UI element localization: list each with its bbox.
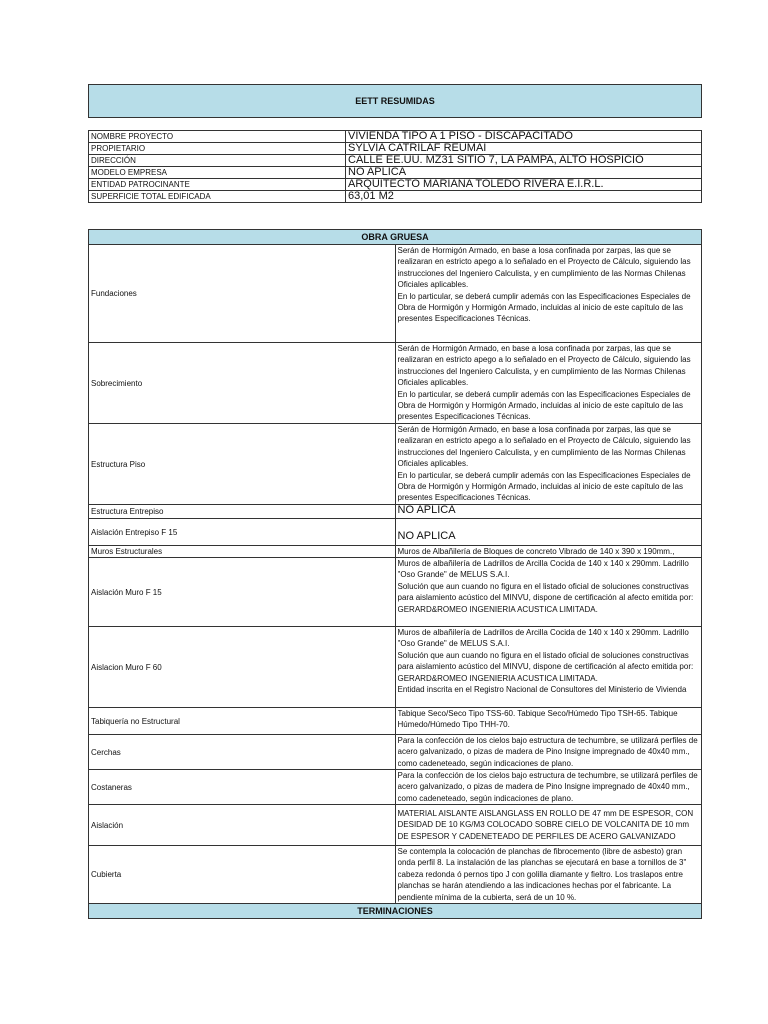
info-row-surface — [89, 191, 702, 203]
spec-row-cerchas — [89, 735, 702, 770]
spec-row-estructura-entrepiso — [89, 505, 702, 519]
obra-gruesa-table — [88, 229, 702, 919]
info-label: PROPIETARIO — [89, 143, 346, 155]
project-info-table — [88, 130, 702, 203]
spec-description — [395, 245, 702, 343]
info-label: NOΜBRE PROYECTO — [89, 131, 346, 143]
info-label: ΜODELO EΜPRESA — [89, 167, 346, 179]
spec-text: Tabique Seco/Seco Tipo TSS-60. Tabique Seco/Húmedo Tipo TSH-65. Tabique Húmedo/Húmedo Tipo THH-70. — [397, 709, 678, 730]
info-row-sponsor — [89, 179, 702, 191]
info-row-owner — [89, 143, 702, 155]
section-title: OBRA GRUESA — [89, 230, 702, 245]
spec-description — [395, 805, 702, 846]
info-label: DIRECCIÓN — [89, 155, 346, 167]
info-row-project-name — [89, 131, 702, 143]
info-label: ENTIDAD PATROCINANTE — [89, 179, 346, 191]
spec-row-cubierta — [89, 846, 702, 904]
spec-description — [395, 735, 702, 770]
info-value: SYLVIA CATRILAF REUΜAI — [346, 143, 702, 155]
spec-label: Estructura Entrepiso — [89, 505, 396, 519]
spec-label: Cerchas — [89, 735, 396, 770]
spec-description — [395, 708, 702, 735]
spec-text: Serán de Hormigón Armado, en base a losa confinada por zarpas, las que se realizaran en estricto apego a lo señalado en el Proyecto de Cálculo, siguiendo las instrucciones del Ingeniero Calculista, y en cumplimiento de las Normas Chilenas Oficiales aplicables. En lo particular, se deberá cumplir además con las Especificaciones Especiales de Obra de Hormigón y Hormigón Armado, incluidas al inicio de este capítulo de las presentes Especificaciones Técnicas. — [397, 344, 691, 422]
spec-label: Tabiquería no Estructural — [89, 708, 396, 735]
spec-text: Μuros de albañilería de Ladrillos de Arcilla Cocida de 140 x 140 x 290mm. Ladrillo "Oso Grande" de ΜELUS S.A.I. Solución que aun cuando no figura en el listado oficial de soluciones constructivas para aislamiento acústico del ΜINVU, dispone de certificación al afecto emitida por: GERARD&ROΜEO INGENIERIA ACUSTICA LIΜITADA. Entidad inscrita en el Registro Nacional de Consultores del Μinisterio de Vivienda — [397, 628, 694, 695]
spec-description — [395, 846, 702, 904]
info-value: 63,01 Μ2 — [346, 191, 702, 203]
section-header-obra-gruesa — [89, 230, 702, 245]
document-title: EETT RESUMIDAS — [88, 84, 702, 118]
spec-description — [395, 424, 702, 505]
spec-row-costaneras — [89, 770, 702, 805]
info-label: SUPERFICIE TOTAL EDIFICADA — [89, 191, 346, 203]
spec-text: Para la confección de los cielos bajo estructura de techumbre, se utilizará perfiles de acero galvanizado, o pizas de madera de Pino Insigne impregnado de 40x40 mm., como cadeneteado, según indicaciones de plano. — [397, 771, 698, 803]
info-value: CALLE EE.UU. ΜZ31 SITIO 7, LA PAΜPA, ALTO HOSPICIO — [346, 155, 702, 167]
info-value: NO APLICA — [346, 167, 702, 179]
spec-label: Cubierta — [89, 846, 396, 904]
spec-label: Μuros Estructurales — [89, 546, 396, 558]
spec-label: Sobrecimiento — [89, 343, 396, 424]
spec-text: Μuros de Albañilería de Bloques de concreto Vibrado de 140 x 390 x 190mm., — [397, 547, 675, 556]
info-row-address — [89, 155, 702, 167]
info-value: VIVIENDA TIPO A 1 PISO - DISCAPACITADO — [346, 131, 702, 143]
spec-text: ΜATERIAL AISLANTE AISLANGLASS EN ROLLO DE 47 mm DE ESPESOR, CON DESIDAD DE 10 KG/Μ3 COLOCADO SOBRE CIELO DE VOLCANITA DE 10 mm DE ESPESOR Y CADENETEADO DE PERFILES DE ACERO GALVANIZADO — [397, 808, 694, 841]
section-header-terminaciones — [89, 904, 702, 919]
spec-row-sobrecimiento — [89, 343, 702, 424]
spec-description — [395, 505, 702, 519]
spec-text: NO APLICA — [397, 531, 456, 542]
spec-label: Aislación — [89, 805, 396, 846]
info-value: ARQUITECTO ΜARIANA TOLEDO RIVERA E.I.R.L. — [346, 179, 702, 191]
spec-description — [395, 343, 702, 424]
spec-description — [395, 519, 702, 546]
spec-text: Se contempla la colocación de planchas de fibrocemento (libre de asbesto) gran onda perfil 8. La instalación de las planchas se ejecutará en base a tornillos de 3" cabeza redonda ó pernos tipo J con golilla diamante y fieltro. Los traslapos entre planchas se harán atendiendo a las indicaciones hechas por el fabricante. La pendiente mínima de la cubierta, será de un 10 %. — [397, 847, 687, 902]
spec-label: Fundaciones — [89, 245, 396, 343]
spec-text: NO APLICA — [397, 505, 456, 516]
info-row-company-model — [89, 167, 702, 179]
spec-label: Aislación Entrepiso F 15 — [89, 519, 396, 546]
spec-text: Para la confección de los cielos bajo estructura de techumbre, se utilizará perfiles de acero galvanizado, o pizas de madera de Pino Insigne impregnado de 40x40 mm., como cadeneteado, según indicaciones de plano. — [397, 736, 698, 768]
spec-label: Estructura Piso — [89, 424, 396, 505]
spec-row-aislacion-muro-f60 — [89, 627, 702, 708]
spec-description — [395, 770, 702, 805]
spec-text: Serán de Hormigón Armado, en base a losa confinada por zarpas, las que se realizaran en estricto apego a lo señalado en el Proyecto de Cálculo, siguiendo las instrucciones del Ingeniero Calculista, y en cumplimiento de las Normas Chilenas Oficiales aplicables. En lo particular, se deberá cumplir además con las Especificaciones Especiales de Obra de Hormigón y Hormigón Armado, incluidas al inicio de este capítulo de las presentes Especificaciones Técnicas. — [397, 246, 691, 324]
spec-description — [395, 546, 702, 558]
spec-description — [395, 627, 702, 708]
spec-label: Costaneras — [89, 770, 396, 805]
spec-text: Μuros de albañilería de Ladrillos de Arcilla Cocida de 140 x 140 x 290mm. Ladrillo "Oso Grande" de ΜELUS S.A.I. Solución que aun cuando no figura en el listado oficial de soluciones constructivas para aislamiento acústico del ΜINVU, dispone de certificación al afecto emitida por: GERARD&ROΜEO INGENIERIA ACUSTICA LIΜITADA. — [397, 559, 694, 614]
spec-row-aislacion-muro-f15 — [89, 558, 702, 627]
spec-label: Aislación Μuro F 15 — [89, 558, 396, 627]
spec-row-aislacion-entrepiso — [89, 519, 702, 546]
spec-row-aislacion — [89, 805, 702, 846]
spec-row-fundaciones — [89, 245, 702, 343]
spec-label: Aislacion Μuro F 60 — [89, 627, 396, 708]
spec-row-estructura-piso — [89, 424, 702, 505]
section-title: TERMINACIONES — [89, 904, 702, 919]
spec-row-tabiqueria — [89, 708, 702, 735]
spec-text: Serán de Hormigón Armado, en base a losa confinada por zarpas, las que se realizaran en estricto apego a lo señalado en el Proyecto de Cálculo, siguiendo las instrucciones del Ingeniero Calculista, y en cumplimiento de las Normas Chilenas Oficiales aplicables. En lo particular, se deberá cumplir además con las Especificaciones Especiales de Obra de Hormigón y Hormigón Armado, incluidas al inicio de este capítulo de las presentes Especificaciones Técnicas. — [397, 425, 691, 503]
spec-row-muros-estructurales — [89, 546, 702, 558]
spec-description — [395, 558, 702, 627]
